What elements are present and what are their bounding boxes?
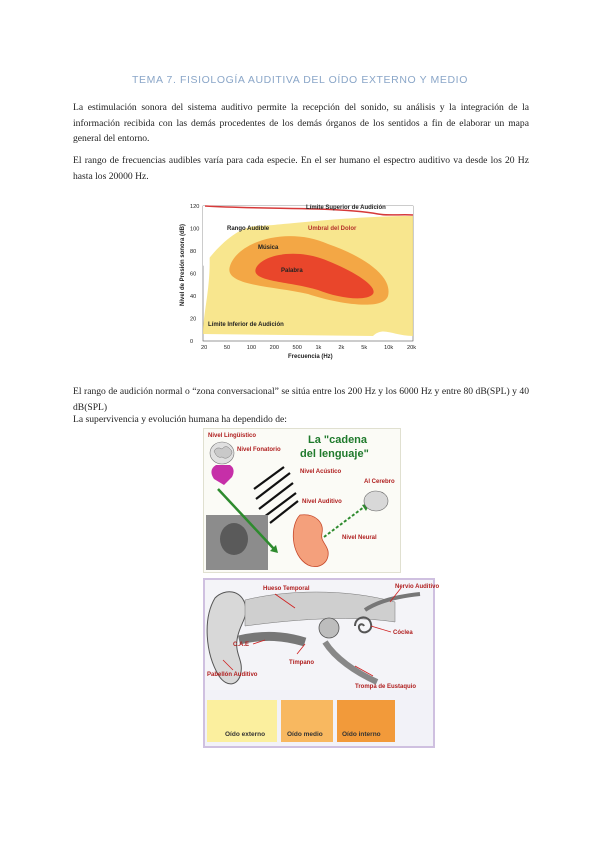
speech-chain-svg [204, 429, 400, 572]
pain-label: Umbral del Dolor [308, 226, 357, 232]
neural-level-label: Nivel Neural [342, 535, 377, 541]
x-axis-label: Frecuencia (Hz) [288, 354, 333, 360]
section-outer-ear-label: Oído externo [225, 731, 266, 738]
page-title: TEMA 7. FISIOLOGÍA AUDITIVA DEL OÍDO EXTERNO Y MEDIO [132, 74, 468, 86]
upper-limit-label: Límite Superior de Audición [306, 205, 386, 211]
ear-anatomy-svg [205, 580, 440, 746]
phonatory-level-label: Nivel Fonatorio [237, 447, 281, 453]
middle-ear-shape [319, 618, 339, 638]
speech-chain-figure [203, 428, 401, 573]
audible-range-svg [178, 186, 418, 366]
section-inner-ear-label: Oído interno [342, 731, 381, 738]
linguistic-level-label: Nivel Lingüístico [208, 433, 257, 439]
eustachian-tube-label: Trompa de Eustaquio [355, 684, 417, 690]
temporal-bone-label: Hueso Temporal [263, 586, 310, 592]
x-ticks [201, 345, 416, 351]
y-ticks [190, 204, 199, 345]
y-tick-label: 100 [190, 226, 200, 233]
paragraph-intro: La estimulación sonora del sistema auditivo permite la recepción del sonido, su análisis y la integración de la información recibida con las demás procedentes de los demás órganos de los sentidos a fin de elaborar un mapa general del entorno. [73, 102, 529, 144]
speech-label: Palabra [281, 268, 303, 274]
y-tick-label: 0 [190, 339, 194, 345]
speech-chain-title: La "cadena del lenguaje" [300, 434, 369, 460]
y-tick-label: 120 [190, 204, 200, 210]
x-tick-label: 20k [407, 345, 417, 351]
music-label: Música [258, 245, 279, 251]
dashed-arrow-icon [324, 507, 364, 537]
paragraph-frequency-range: El rango de frecuencias audibles varía para cada especie. En el ser humano el espectro auditivo va desde los 20 Hz hasta los 20000 Hz. [73, 155, 529, 182]
x-tick-label: 200 [269, 345, 280, 351]
brain-right-icon [364, 491, 388, 511]
ear-anatomy-figure [203, 578, 440, 748]
pinna-label: Pabellón Auditivo [207, 672, 258, 678]
tympanum-label: Tímpano [289, 660, 314, 666]
acoustic-waves-icon [254, 467, 298, 523]
section-middle-ear-label: Oído medio [287, 731, 323, 738]
cochlea-label: Cóclea [393, 630, 413, 636]
audible-range-figure [178, 186, 418, 366]
y-tick-label: 60 [190, 271, 197, 278]
y-tick-label: 80 [190, 249, 197, 255]
brain-label: Al Cerebro [364, 479, 395, 485]
acoustic-level-label: Nivel Acústico [300, 469, 342, 475]
x-tick-label: 2k [338, 345, 345, 351]
x-tick-label: 20 [201, 345, 208, 351]
photo-person-shape [220, 523, 248, 555]
auditory-level-label: Nivel Auditivo [302, 499, 342, 505]
x-tick-label: 1k [315, 345, 322, 351]
paragraph-survival: La supervivencia y evolución humana ha dependido de: [73, 414, 287, 425]
y-tick-label: 40 [190, 294, 197, 300]
y-axis-label: Nivel de Presión sonora (dB) [180, 223, 186, 306]
ear-icon [293, 515, 328, 567]
x-tick-label: 100 [246, 345, 257, 351]
auditory-nerve-label: Nervio Auditivo [395, 584, 440, 590]
audible-range-label: Rango Audible [227, 226, 270, 232]
paragraph-conversational-zone: El rango de audición normal o “zona conversacional” se sitúa entre los 200 Hz y los 6000 Hz y entre 80 dB(SPL) y 40 dB(SPL) [73, 386, 529, 413]
cae-label: C.A.E [233, 642, 250, 648]
x-tick-label: 5k [361, 345, 368, 351]
x-tick-label: 500 [292, 345, 302, 351]
head-profile-icon [211, 465, 233, 485]
y-tick-label: 20 [190, 316, 197, 323]
x-tick-label: 10k [384, 345, 394, 351]
lower-limit-label: Límite Inferior de Audición [208, 322, 284, 328]
x-tick-label: 50 [223, 345, 231, 351]
